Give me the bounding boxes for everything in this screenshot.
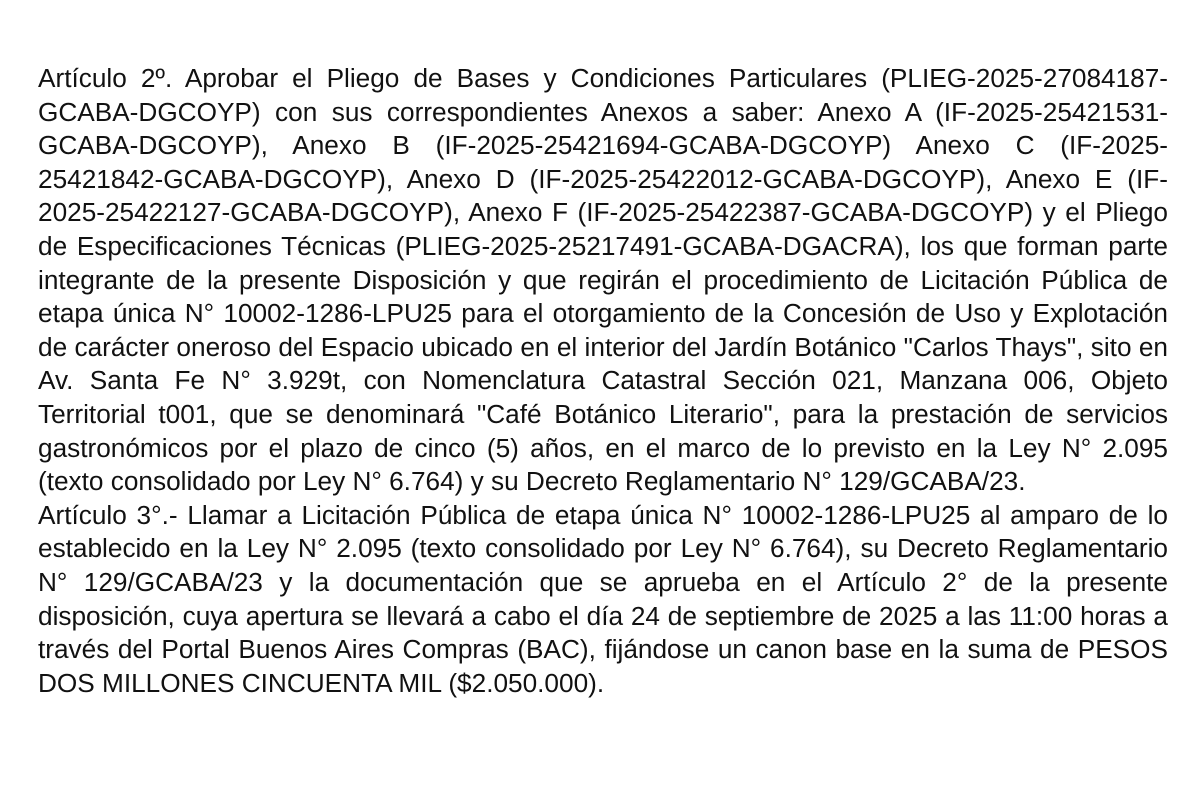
article-3-paragraph: Artículo 3°.- Llamar a Licitación Pública de etapa única N° 10002-1286-LPU25 al amparo de lo establecido en la Ley N° 2.095 (texto consolidado por Ley N° 6.764), su Decreto Reglamentario N° 129/GCABA/23 y la documentación que se aprueba en el Artículo 2° de la presente disposición, cuya apertura se llevará a cabo el día 24 de septiembre de 2025 a las 11:00 horas a través del Portal Buenos Aires Compras (BAC), fijándose un canon base en la suma de PESOS DOS MILLONES CINCUENTA MIL ($2.050.000).: [38, 499, 1168, 698]
article-2-paragraph: Artículo 2º. Aprobar el Pliego de Bases y Condiciones Particulares (PLIEG-2025-27084187-GCABA-DGCOYP) con sus correspondientes Anexos a saber: Anexo A (IF-2025-25421531-GCABA-DGCOYP), Anexo B (IF-2025-25421694-GCABA-DGCOYP) Anexo C (IF-2025-25421842-GCABA-DGCOYP), Anexo D (IF-2025-25422012-GCABA-DGCOYP), Anexo E (IF-2025-25422127-GCABA-DGCOYP), Anexo F (IF-2025-25422387-GCABA-DGCOYP) y el Pliego de Especificaciones Técnicas (PLIEG-2025-25217491-GCABA-DGACRA), los que forman parte integrante de la presente Disposición y que regirán el procedimiento de Licitación Pública de etapa única N° 10002-1286-LPU25 para el otorgamiento de la Concesión de Uso y Explotación de carácter oneroso del Espacio ubicado en el interior del Jardín Botánico "Carlos Thays", sito en Av. Santa Fe N° 3.929t, con Nomenclatura Catastral Sección 021, Manzana 006, Objeto Territorial t001, que se denominará "Café Botánico Literario", para la prestación de servicios gastronómicos por el plazo de cinco (5) años, en el marco de lo previsto en la Ley N° 2.095 (texto consolidado por Ley N° 6.764) y su Decreto Reglamentario N° 129/GCABA/23.: [38, 63, 1168, 497]
document-page: [38, 62, 1168, 700]
